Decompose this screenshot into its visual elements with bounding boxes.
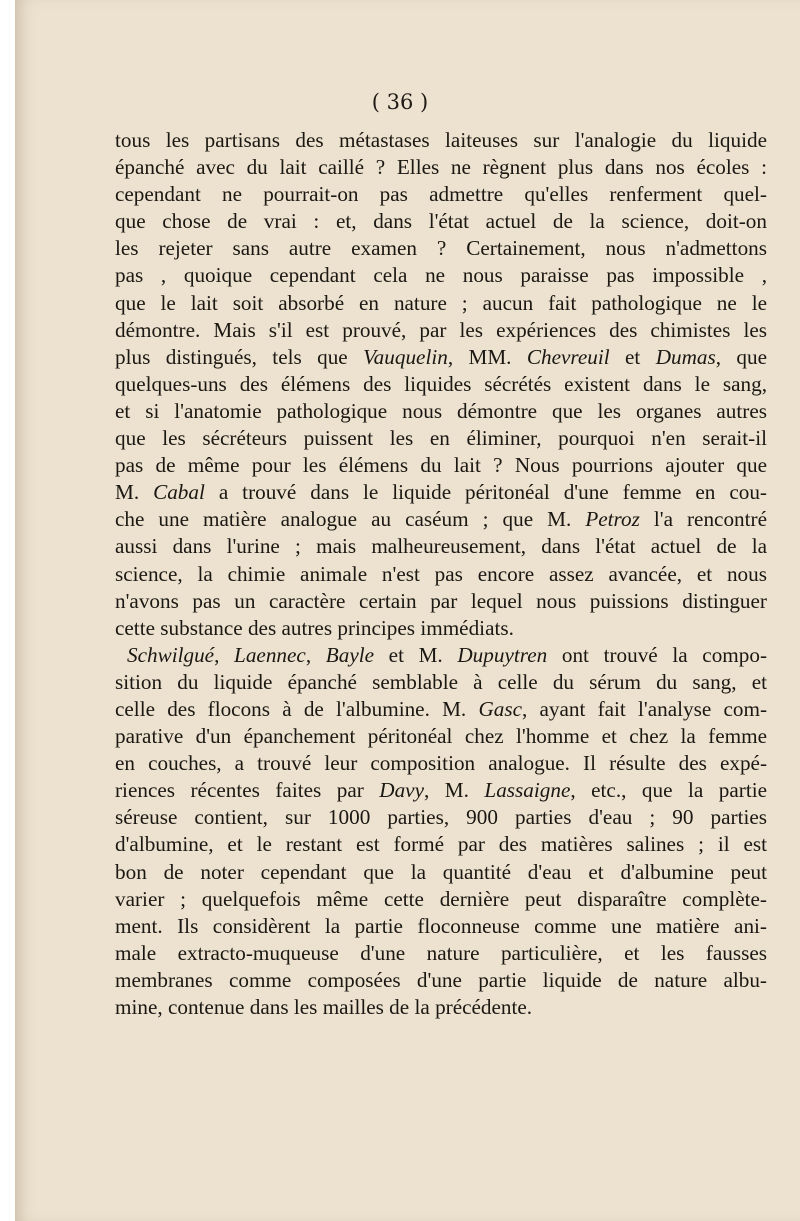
text-line: démontre. Mais s'il est prouvé, par les expériences des chimistes les <box>115 317 767 342</box>
author-name: Davy <box>379 778 424 803</box>
text-line: varier ; quelquefois même cette dernière peut disparaître complète- <box>115 886 767 911</box>
text-line: tous les partisans des métastases laiteuses sur l'analogie du liquide <box>115 128 767 152</box>
text-line: et si l'anatomie pathologique nous démontre que les organes autres <box>115 398 767 423</box>
text-line: ment. Ils considèrent la partie floconneuse comme une matière ani- <box>115 913 767 938</box>
author-name: Schwilgué <box>127 642 215 667</box>
text-line: d'albumine, et le restant est formé par des matières salines ; il est <box>115 832 767 857</box>
page-number: ( 36 ) <box>371 90 429 114</box>
text-line: riences récentes faites par Davy, M. Lassaigne, etc., que la partie <box>115 778 768 803</box>
text-line: bon de noter cependant que la quantité d'eau et d'albumine peut <box>115 859 767 884</box>
text-line: parative d'un épanchement péritonéal chez l'homme et chez la femme <box>115 724 767 749</box>
text-line: plus distingués, tels que Vauquelin, MM. Chevreuil et Dumas, que <box>115 344 768 369</box>
text-line: que les sécréteurs puissent les en éliminer, pourquoi n'en serait-il <box>115 426 767 451</box>
text-line: quelques-uns des élémens des liquides sécrétés existent dans le sang, <box>115 371 767 396</box>
text-line: membranes comme composées d'une partie liquide de nature albu- <box>115 967 767 992</box>
author-name: Cabal <box>153 480 205 505</box>
text-line: pas de même pour les élémens du lait ? Nous pourrions ajouter que <box>115 453 767 478</box>
author-name: Gasc <box>478 696 522 721</box>
author-name: Dumas <box>655 344 716 369</box>
text-line: séreuse contient, sur 1000 parties, 900 parties d'eau ; 90 parties <box>115 805 767 830</box>
author-name: Chevreuil <box>526 344 610 369</box>
text-line: pas , quoique cependant cela ne nous paraisse pas impossible , <box>115 263 767 288</box>
author-name: Bayle <box>325 642 375 667</box>
text-line: Schwilgué, Laennec, Bayle et M. Dupuytren ont trouvé la compo- <box>127 642 768 667</box>
text-line: science, la chimie animale n'est pas encore assez avancée, et nous <box>115 561 767 586</box>
text-line: les rejeter sans autre examen ? Certainement, nous n'admettons <box>115 236 767 261</box>
text-line: che une matière analogue au caséum ; que M. Petroz l'a rencontré <box>115 507 767 532</box>
body-text <box>115 127 767 1021</box>
text-line: male extracto-muqueuse d'une nature particulière, et les fausses <box>115 940 767 965</box>
text-line: sition du liquide épanché semblable à celle du sérum du sang, et <box>115 669 767 694</box>
text-line: aussi dans l'urine ; mais malheureusement, dans l'état actuel de la <box>115 534 767 559</box>
author-name: Vauquelin <box>363 344 448 369</box>
author-name: Petroz <box>585 507 640 532</box>
text-line: cette substance des autres principes immédiats. <box>115 615 514 640</box>
text-line: épanché avec du lait caillé ? Elles ne règnent plus dans nos écoles : <box>115 155 767 180</box>
text-line: en couches, a trouvé leur composition analogue. Il résulte des expé- <box>115 751 767 776</box>
text-line: celle des flocons à de l'albumine. M. Gasc, ayant fait l'analyse com- <box>115 696 767 721</box>
author-name: Lassaigne <box>484 778 571 803</box>
text-line: n'avons pas un caractère certain par lequel nous puissions distinguer <box>115 588 767 613</box>
text-line: que chose de vrai : et, dans l'état actuel de la science, doit-on <box>115 209 767 234</box>
text-line: M. Cabal a trouvé dans le liquide péritonéal d'une femme en cou- <box>115 480 767 505</box>
text-line: cependant ne pourrait-on pas admettre qu'elles renferment quel- <box>115 182 767 207</box>
author-name: Laennec <box>234 642 306 667</box>
author-name: Dupuytren <box>457 642 548 667</box>
text-line: que le lait soit absorbé en nature ; aucun fait pathologique ne le <box>115 290 767 315</box>
text-line: mine, contenue dans les mailles de la précédente. <box>115 995 533 1019</box>
